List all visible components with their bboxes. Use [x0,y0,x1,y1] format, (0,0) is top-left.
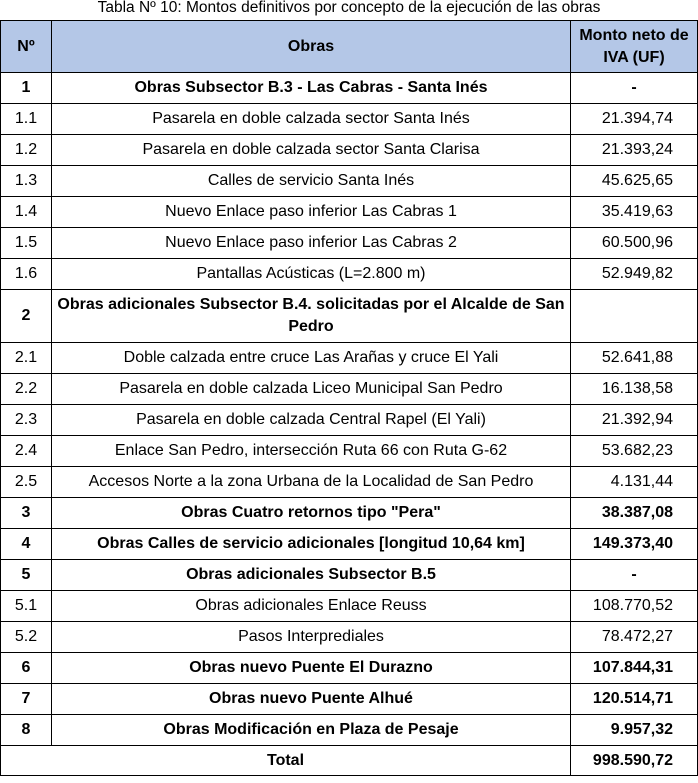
table-row [1,591,698,622]
row-obra: Obras nuevo Puente Alhué [52,684,571,715]
row-num: 1.4 [1,197,52,228]
row-num: 5.2 [1,622,52,653]
row-monto: 45.625,65 [571,166,698,197]
table-caption: Tabla Nº 10: Montos definitivos por concepto de la ejecución de las obras [97,0,601,16]
table-row [1,684,698,715]
table-row [1,467,698,498]
total-label: Total [1,746,571,776]
table-row [1,560,698,591]
row-monto: 38.387,08 [571,498,698,529]
row-obra: Obras Calles de servicio adicionales [longitud 10,64 km] [52,529,571,560]
row-obra: Obras nuevo Puente El Durazno [52,653,571,684]
header-monto: Monto neto de IVA (UF) [571,21,698,73]
header-obras: Obras [52,21,571,73]
table-row [1,405,698,436]
row-monto: 149.373,40 [571,529,698,560]
row-num: 2.2 [1,374,52,405]
table-row [1,104,698,135]
row-monto: - [571,560,698,591]
row-obra: Doble calzada entre cruce Las Arañas y cruce El Yali [52,343,571,374]
row-num: 2 [1,290,52,343]
table-row [1,343,698,374]
row-num: 1 [1,73,52,104]
row-monto: 52.949,82 [571,259,698,290]
table-row [1,529,698,560]
row-obra: Obras adicionales Subsector B.4. solicitadas por el Alcalde de San Pedro [52,290,571,343]
row-obra: Nuevo Enlace paso inferior Las Cabras 1 [52,197,571,228]
row-num: 6 [1,653,52,684]
row-obra: Obras Subsector B.3 - Las Cabras - Santa Inés [52,73,571,104]
row-num: 1.1 [1,104,52,135]
row-monto: 21.392,94 [571,405,698,436]
total-row [1,746,698,776]
table-row [1,135,698,166]
row-obra: Pasarela en doble calzada sector Santa Clarisa [52,135,571,166]
table-row [1,73,698,104]
row-num: 2.3 [1,405,52,436]
row-num: 2.5 [1,467,52,498]
row-num: 1.6 [1,259,52,290]
row-obra: Pasos Interprediales [52,622,571,653]
row-num: 2.4 [1,436,52,467]
row-num: 5 [1,560,52,591]
total-monto: 998.590,72 [571,746,698,776]
obras-table [0,20,698,776]
row-monto: 120.514,71 [571,684,698,715]
table-row [1,290,698,343]
row-num: 5.1 [1,591,52,622]
row-obra: Pasarela en doble calzada Central Rapel (El Yali) [52,405,571,436]
table-row [1,166,698,197]
row-num: 8 [1,715,52,746]
row-obra: Obras Modificación en Plaza de Pesaje [52,715,571,746]
row-obra: Calles de servicio Santa Inés [52,166,571,197]
row-num: 2.1 [1,343,52,374]
table-row [1,374,698,405]
row-monto [571,290,698,343]
row-num: 1.2 [1,135,52,166]
table-body [1,73,698,746]
row-monto: 78.472,27 [571,622,698,653]
row-num: 3 [1,498,52,529]
row-obra: Accesos Norte a la zona Urbana de la Localidad de San Pedro [52,467,571,498]
row-num: 7 [1,684,52,715]
table-row [1,622,698,653]
row-monto: 21.394,74 [571,104,698,135]
table-row [1,498,698,529]
row-obra: Pasarela en doble calzada Liceo Municipal San Pedro [52,374,571,405]
row-monto: 4.131,44 [571,467,698,498]
row-monto: 60.500,96 [571,228,698,259]
row-monto: 53.682,23 [571,436,698,467]
row-monto: 16.138,58 [571,374,698,405]
row-monto: 21.393,24 [571,135,698,166]
header-num: Nº [1,21,52,73]
table-header-row [1,21,698,73]
row-obra: Pasarela en doble calzada sector Santa Inés [52,104,571,135]
row-num: 1.3 [1,166,52,197]
table-row [1,436,698,467]
row-obra: Obras adicionales Enlace Reuss [52,591,571,622]
table-row [1,197,698,228]
row-obra: Obras adicionales Subsector B.5 [52,560,571,591]
row-num: 4 [1,529,52,560]
row-obra: Obras Cuatro retornos tipo "Pera" [52,498,571,529]
row-obra: Nuevo Enlace paso inferior Las Cabras 2 [52,228,571,259]
table-row [1,259,698,290]
row-monto: 52.641,88 [571,343,698,374]
row-obra: Enlace San Pedro, intersección Ruta 66 con Ruta G-62 [52,436,571,467]
row-obra: Pantallas Acústicas (L=2.800 m) [52,259,571,290]
row-monto: 107.844,31 [571,653,698,684]
row-monto: 9.957,32 [571,715,698,746]
row-monto: 35.419,63 [571,197,698,228]
table-row [1,715,698,746]
row-monto: - [571,73,698,104]
table-row [1,653,698,684]
row-monto: 108.770,52 [571,591,698,622]
table-row [1,228,698,259]
row-num: 1.5 [1,228,52,259]
